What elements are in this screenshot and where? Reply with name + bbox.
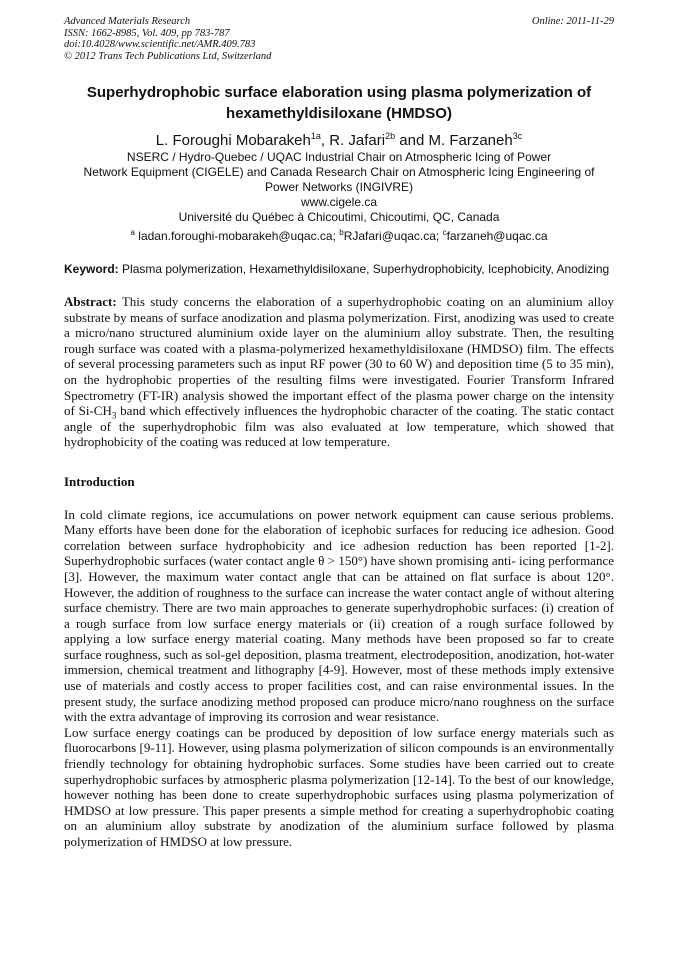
title-line-2: hexamethyldisiloxane (HMDSO) (226, 105, 452, 122)
abstract-paragraph (64, 294, 614, 450)
journal-name: Advanced Materials Research (64, 16, 191, 27)
abstract-label: Abstract: (64, 294, 117, 309)
affiliation-line: Power Networks (INGIVRE) (264, 180, 414, 194)
author-emails (64, 225, 614, 244)
affiliation-block (64, 150, 614, 244)
author-2: R. Jafari (329, 132, 386, 149)
title-line-1: Superhydrophobic surface elaboration using plasma polymerization of (86, 84, 592, 101)
email-c: farzaneh@uqac.ca (446, 229, 548, 243)
author-3-marker: 3c (512, 131, 523, 141)
section-heading-introduction: Introduction (64, 473, 135, 489)
affiliation-line: Network Equipment (CIGELE) and Canada Research Chair on Atmospheric Icing Engineering of (83, 165, 595, 179)
intro-paragraph-2: Low surface energy coatings can be produced by deposition of low surface energy materials such as fluorocarbons [9-11]. However, using plasma polymerization of silicon compounds is an environmentally friendly technology for obtaining hydrophobic surfaces. Some studies have been carried out to create superhydrophobic surfaces by atmospheric plasma polymerization [12-14]. To the best of our knowledge, however nothing has been done to create superhydrophobic surfaces using plasma polymerization of HMDSO at low pressure. This paper presents a simple method for creating a superhydrophobic coating on an aluminium alloy substrate by anodization of the aluminium surface followed by plasma polymerization of HMDSO at low pressure. (64, 724, 614, 849)
email-a: ladan.foroughi-mobarakeh@uqac.ca; (134, 229, 340, 243)
author-separator: and (395, 132, 429, 149)
email-marker: b (339, 228, 344, 237)
email-b: RJafari@uqac.ca; (343, 229, 443, 243)
keywords-block (64, 262, 614, 277)
paper-title (64, 82, 614, 124)
affiliation-website: www.cigele.ca (300, 195, 378, 209)
author-1-marker: 1a (310, 131, 321, 141)
abstract-text: band which effectively influences the hydrophobic character of the coating. The static contact angle of the superhydrophobic film was also evaluated at low temperature, which showed that hydrophobicity of the coating was reduced at low temperature. (64, 403, 615, 450)
email-marker: a (130, 228, 135, 237)
author-3: M. Farzaneh (428, 132, 513, 149)
author-separator: , (320, 132, 330, 149)
doi-line: doi:10.4028/www.scientific.net/AMR.409.783 (64, 39, 256, 50)
copyright-line: © 2012 Trans Tech Publications Ltd, Switzerland (64, 50, 272, 62)
online-date: Online: 2011-11-29 (531, 16, 614, 27)
author-list (64, 127, 614, 150)
affiliation-line: NSERC / Hydro-Quebec / UQAC Industrial Chair on Atmospheric Icing of Power (126, 150, 552, 164)
abstract-text: This study concerns the elaboration of a superhydrophobic coating on an aluminium alloy substrate by means of surface anodization and plasma polymerization. First, anodizing was used to create a micro/nano structured aluminium oxide layer on the aluminium alloy substrate. Then, the resulting rough surface was coated with a plasma-polymerized hexamethyldisiloxane (HMDSO) film. The effects of several processing parameters such as input RF power (30 to 60 W) and deposition time (5 to 35 min), on the hydrophobic properties of the resulting films were investigated. Fourier Transform Infrared Spectrometry (FT-IR) analysis showed the important effect of the plasma power charge on the intensity of Si-CH (64, 294, 614, 419)
paper-page (64, 16, 614, 850)
subscript: 3 (111, 410, 117, 421)
author-1: L. Foroughi Mobarakeh (155, 132, 311, 149)
keywords-text: Plasma polymerization, Hexamethyldisiloxane, Superhydrophobicity, Icephobicity, Anodizing (118, 262, 610, 276)
issn-line: ISSN: 1662-8985, Vol. 409, pp 783-787 (64, 27, 230, 39)
keywords-label: Keyword: (64, 262, 119, 276)
email-marker: c (442, 228, 447, 237)
intro-paragraph-1: In cold climate regions, ice accumulations on power network equipment can cause serious problems. Many efforts have been done for the elaboration of icephobic surfaces for reducing ice adhesion. Good correlation between surface hydrophobicity and ice adhesion reduction has been reported [1-2]. Superhydrophobic surfaces (water contact angle θ > 150°) have shown promising anti- icing performance [3]. However, the maximum water contact angle that can be attained on flat surface is about 120°. However, the addition of roughness to the surface can increase the water contact angle of without altering surface chemistry. There are two main approaches to generate superhydrophobic surfaces: (i) creation of a rough surface from low surface energy materials or (ii) creation of a rough surface followed by applying a low surface energy material coating. Many methods have been proposed so far to create surface roughness, such as sol-gel deposition, plasma treatment, electrodeposition, anodization, hot-water immersion, chemical treatment and lithography [4-9]. However, most of these methods imply extensive use of materials and costly access to proper facilities cost, and can raise environmental issues. In the present study, the surface anodizing method proposed can produce micro/nano roughness on the surface with the extra advantage of improving its corrosion and wear resistance. (64, 506, 614, 725)
journal-header (64, 16, 614, 62)
author-2-marker: 2b (385, 131, 396, 141)
affiliation-university: Université du Québec à Chicoutimi, Chicoutimi, QC, Canada (178, 210, 500, 224)
